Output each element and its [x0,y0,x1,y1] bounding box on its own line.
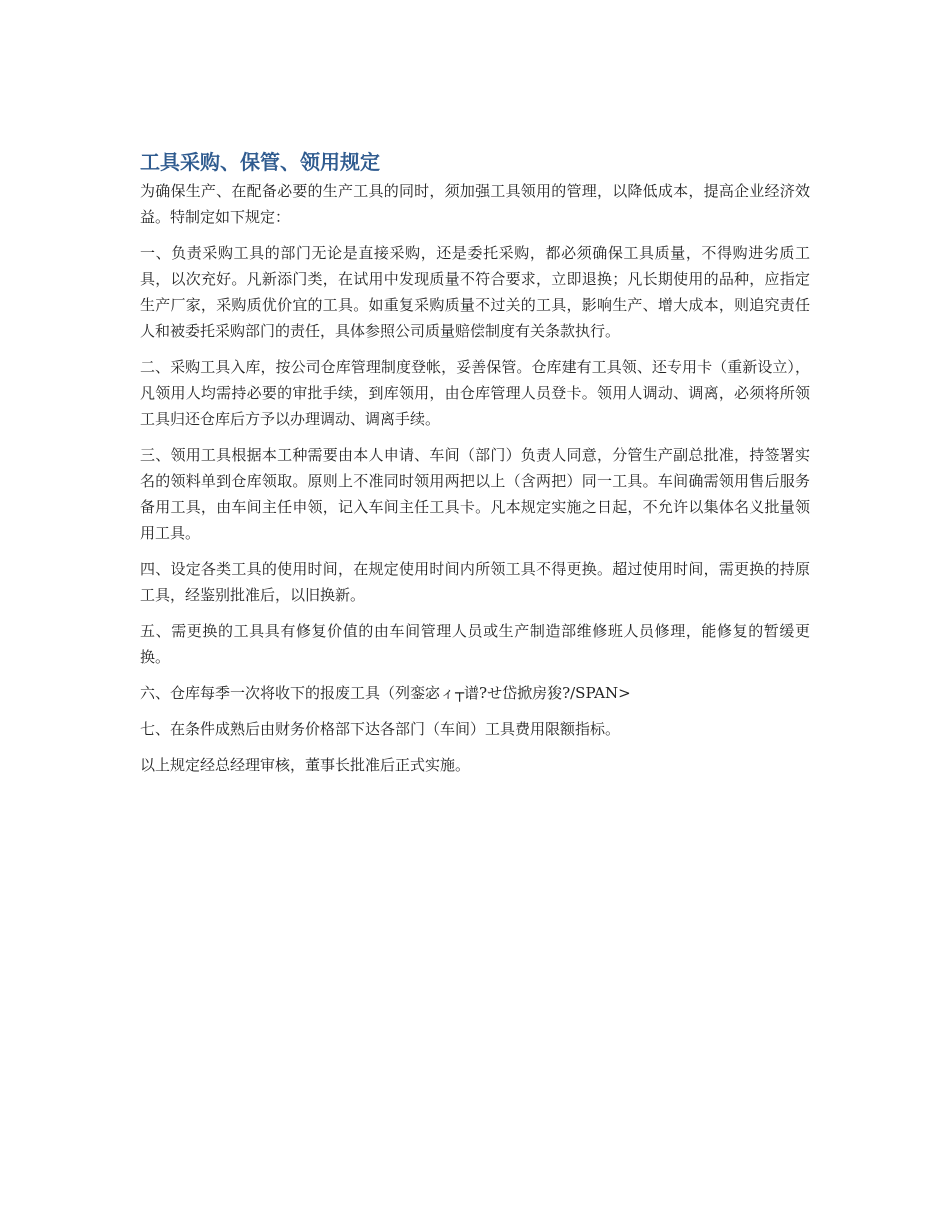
intro-paragraph: 为确保生产、在配备必要的生产工具的同时，须加强工具领用的管理，以降低成本，提高企业经济效益。特制定如下规定： [140,182,810,226]
clause-1-paragraph: 一、负责采购工具的部门无论是直接采购，还是委托采购，都必须确保工具质量，不得购进劣质工具，以次充好。凡新添门类，在试用中发现质量不符合要求，立即退换；凡长期使用的品种，应指定生产厂家，采购质优价宜的工具。如重复采购质量不过关的工具，影响生产、增大成本，则追究责任人和被委托采购部门的责任，具体参照公司质量赔偿制度有关条款执行。 [140,244,810,340]
clause-7-paragraph: 七、在条件成熟后由财务价格部下达各部门（车间）工具费用限额指标。 [140,720,621,738]
document-title: 工具采购、保管、领用规定 [140,150,380,174]
clause-6-paragraph: 六、仓库每季一次将收下的报废工具（列銮宓ィ┬谱?せ岱掀房狻?/SPAN> [140,684,631,702]
closing-paragraph: 以上规定经总经理审核，董事长批准后正式实施。 [140,756,471,774]
clause-3-paragraph: 三、领用工具根据本工种需要由本人申请、车间（部门）负责人同意，分管生产副总批准，持签署实名的领料单到仓库领取。原则上不准同时领用两把以上（含两把）同一工具。车间确需领用售后服务备用工具，由车间主任申领，记入车间主任工具卡。凡本规定实施之日起，不允许以集体名义批量领用工具。 [140,446,810,542]
clause-2-paragraph: 二、采购工具入库，按公司仓库管理制度登帐，妥善保管。仓库建有工具领、还专用卡（重新设立），凡领用人均需持必要的审批手续，到库领用，由仓库管理人员登卡。领用人调动、调离，必须将所领工具归还仓库后方予以办理调动、调离手续。 [140,358,810,428]
document-page [140,148,810,788]
clause-4-paragraph: 四、设定各类工具的使用时间，在规定使用时间内所领工具不得更换。超过使用时间，需更换的持原工具，经鉴别批准后，以旧换新。 [140,560,810,604]
clause-5-paragraph: 五、需更换的工具具有修复价值的由车间管理人员或生产制造部维修班人员修理，能修复的暂缓更换。 [140,622,810,666]
